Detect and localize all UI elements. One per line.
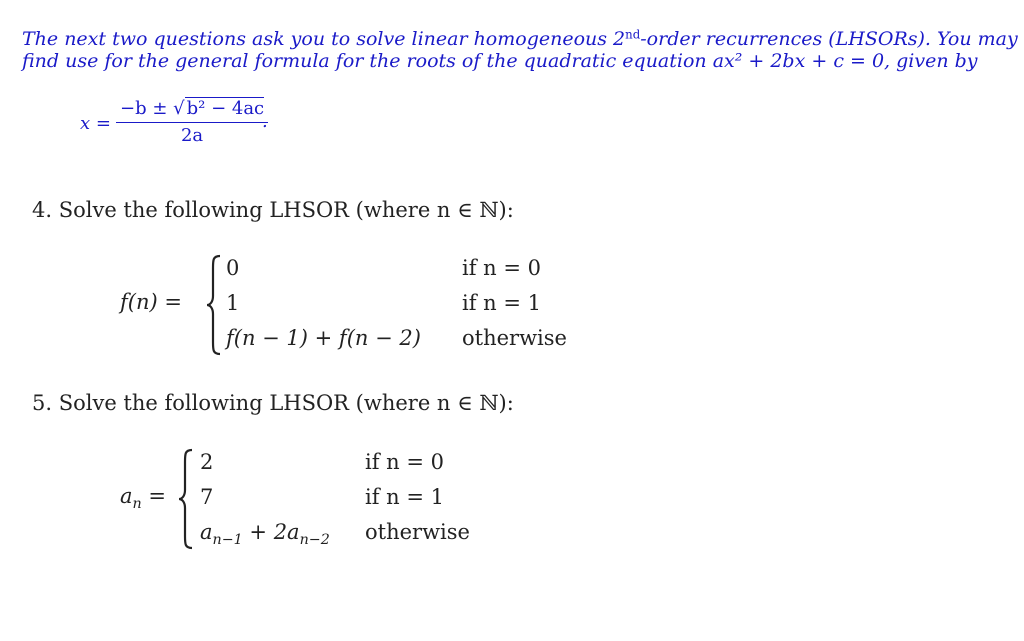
- formula-lhs: x =: [80, 113, 111, 134]
- intro-line-1-text: The next two questions ask you to solve linear homogeneous 2: [22, 28, 626, 50]
- q5-case-3-expr: [200, 520, 330, 548]
- q4-brace: [204, 254, 224, 356]
- q5-case-2-cond: if n = 1: [365, 485, 444, 509]
- intro-superscript: nd: [625, 27, 641, 42]
- q5-case-3-cond: otherwise: [365, 520, 470, 544]
- intro-line-1: [22, 28, 1018, 50]
- formula-numerator: [116, 96, 268, 123]
- q4-case-3-cond: otherwise: [462, 326, 567, 350]
- q4-case-3-expr: f(n − 1) + f(n − 2): [226, 326, 421, 350]
- q5-case-2-expr: 7: [200, 485, 214, 509]
- formula-denominator: 2a: [180, 125, 204, 146]
- q5-lhs: [120, 484, 167, 512]
- q4-prompt: 4. Solve the following LHSOR (where n ∈ ℕ):: [32, 198, 514, 222]
- formula-radicand: b² − 4ac: [186, 98, 265, 119]
- formula-numerator-prefix: −b ± √: [120, 98, 185, 119]
- q5-prompt: 5. Solve the following LHSOR (where n ∈ ℕ):: [32, 391, 514, 415]
- q4-case-1-cond: if n = 0: [462, 256, 541, 280]
- q4-lhs: f(n) =: [120, 290, 182, 314]
- intro-line-1-rest: -order recurrences (LHSORs). You may: [640, 28, 1018, 50]
- formula-period: .: [262, 111, 268, 132]
- q4-case-1-expr: 0: [226, 256, 240, 280]
- intro-line-2: find use for the general formula for the roots of the quadratic equation ax² + 2bx + c = 0, given by: [22, 50, 978, 72]
- q5-lhs-subscript: n: [132, 495, 142, 512]
- q5-case-1-expr: 2: [200, 450, 214, 474]
- quadratic-formula: [116, 96, 268, 149]
- q5-case-1-cond: if n = 0: [365, 450, 444, 474]
- q5-lhs-base: a: [120, 484, 133, 508]
- q4-case-2-cond: if n = 1: [462, 291, 541, 315]
- q5-brace: [176, 448, 196, 550]
- q5-case-3-expr-text: $a_{n-1} + 2a_{n-2}$: [200, 520, 330, 548]
- q5-lhs-equals: =: [148, 484, 167, 508]
- q4-case-2-expr: 1: [226, 291, 240, 315]
